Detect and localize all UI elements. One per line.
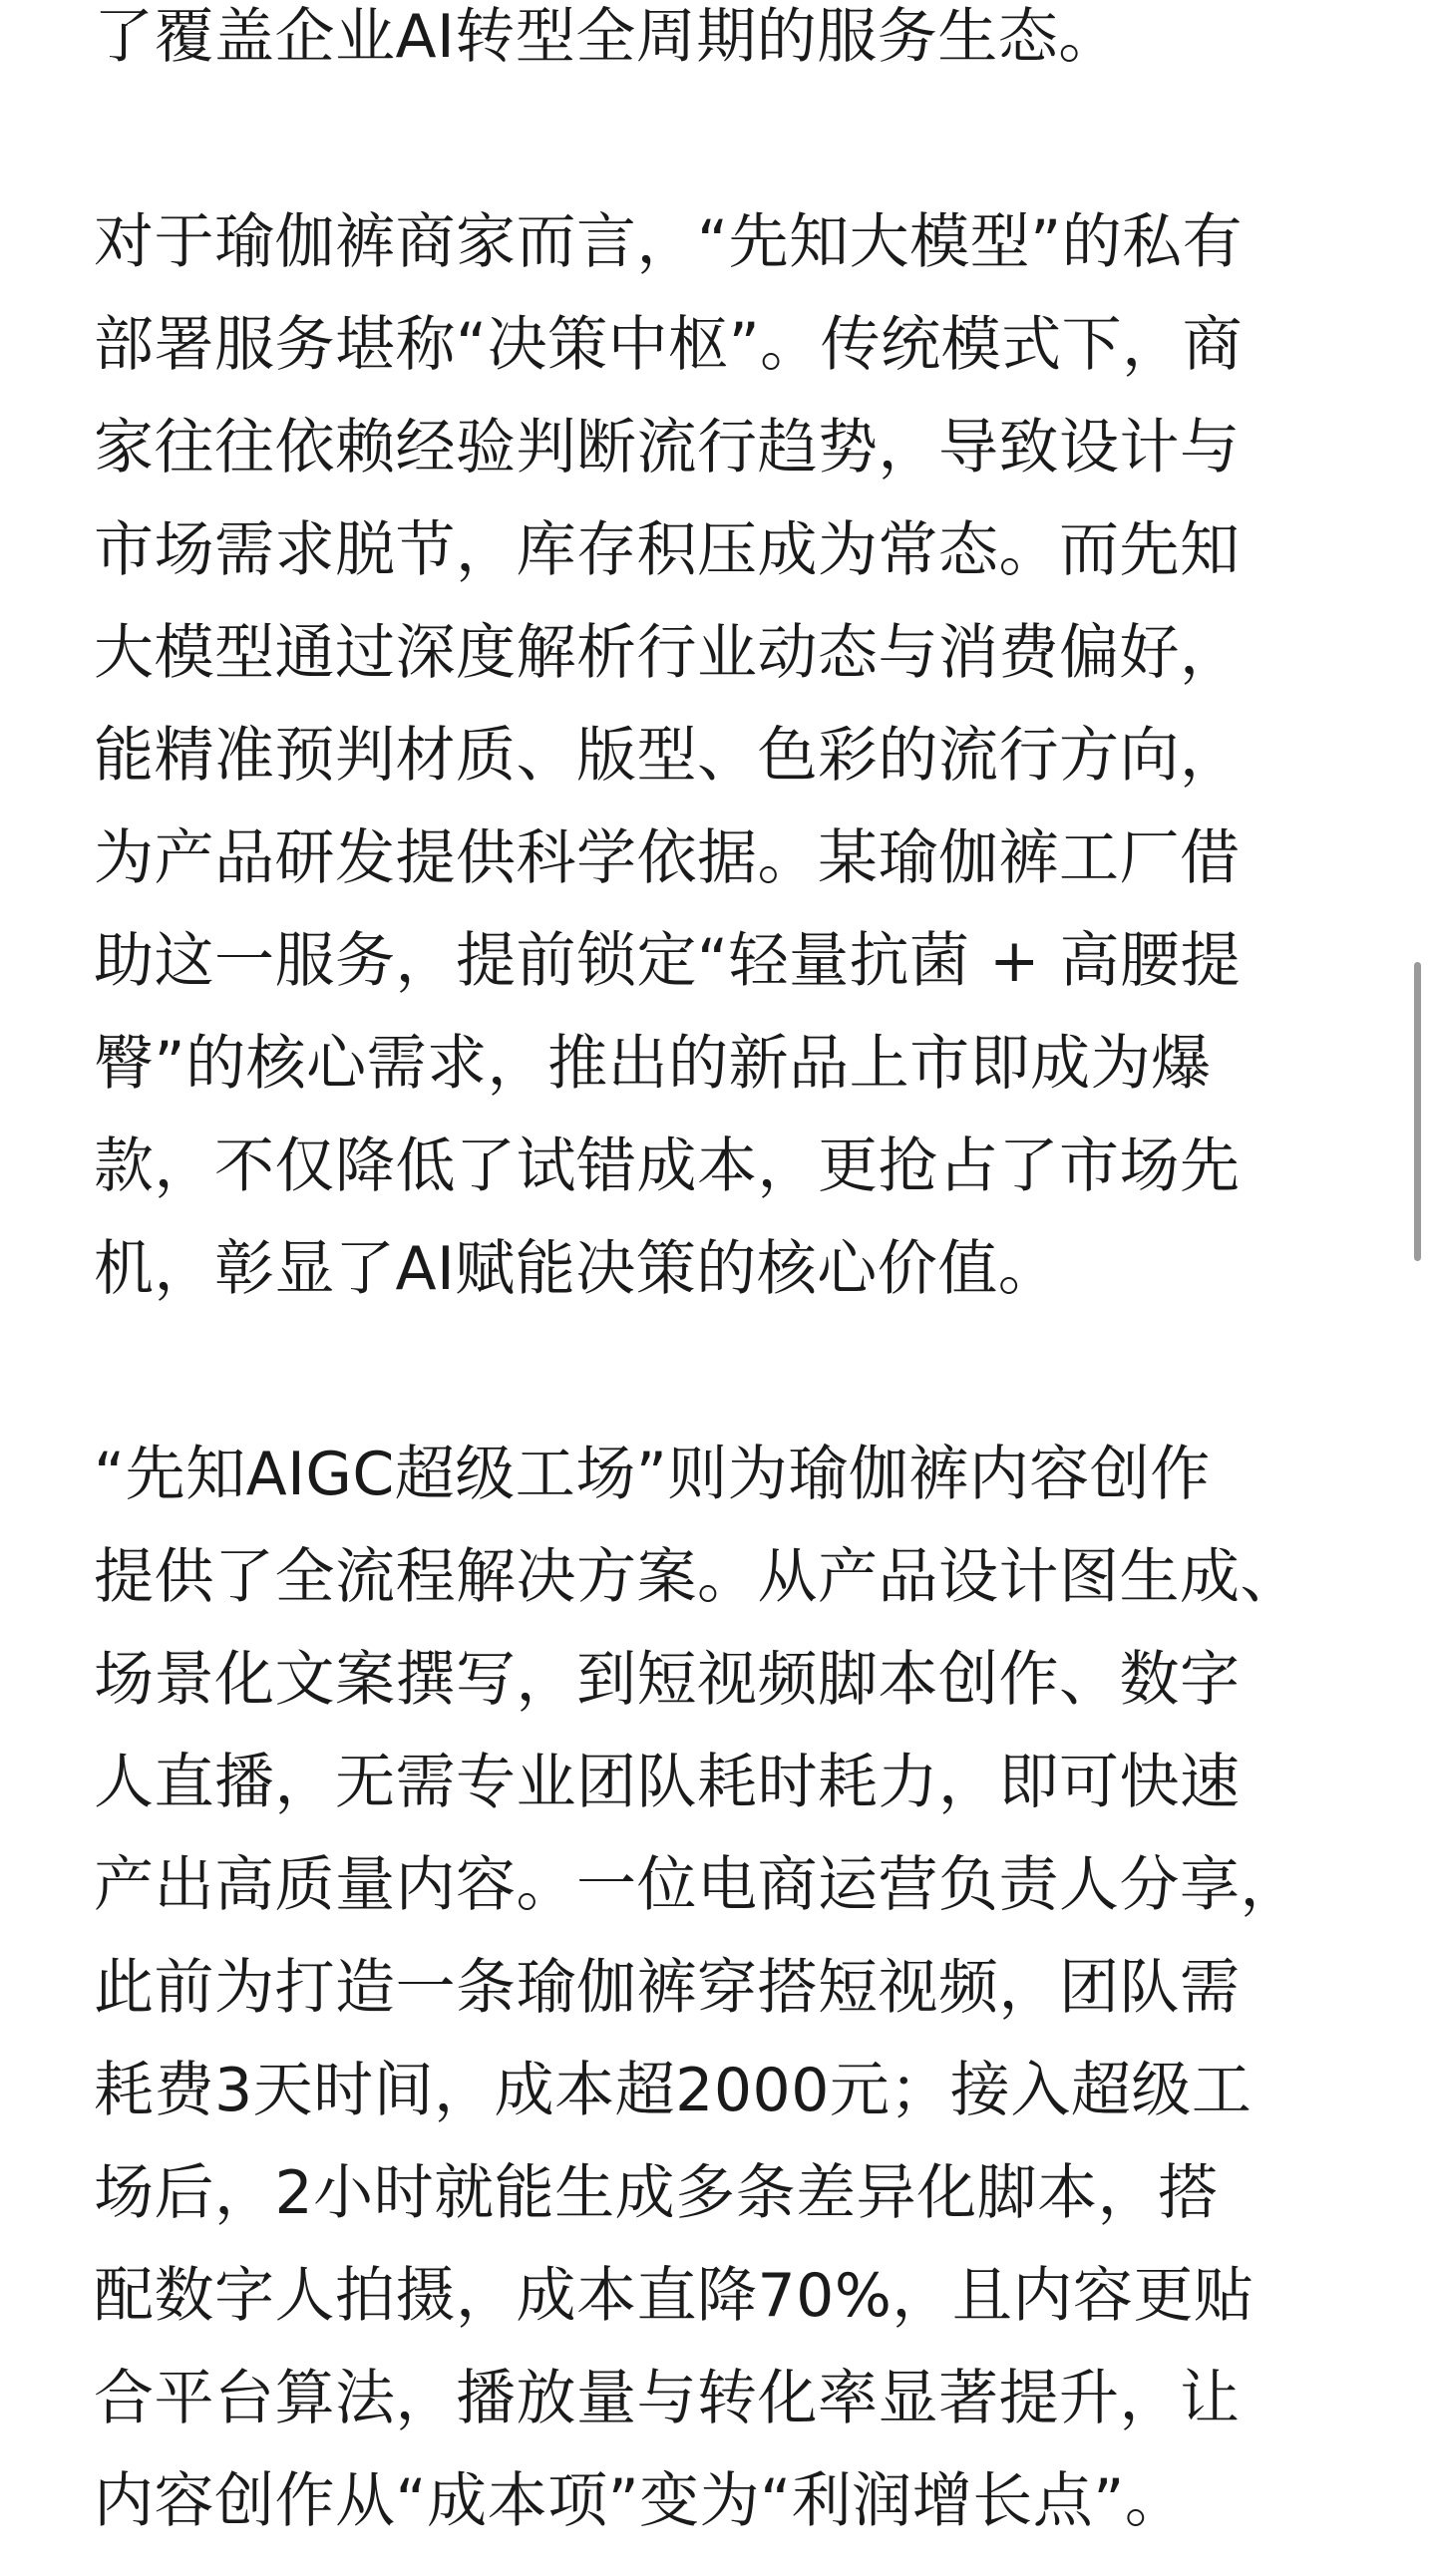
text-line: 臀”的核心需求，推出的新品上市即成为爆 xyxy=(94,1029,1212,1099)
paragraph-spacer xyxy=(94,1321,1340,1424)
text-line: 市场需求脱节，库存积压成为常态。而先知 xyxy=(94,515,1241,585)
text-line: “先知AIGC超级工场”则为瑜伽裤内容创作 xyxy=(94,1440,1211,1509)
paragraph-spacer xyxy=(94,89,1340,191)
text-line: 合平台算法，播放量与转化率显著提升，让 xyxy=(94,2364,1241,2433)
text-line: 人直播，无需专业团队耗时耗力，即可快速 xyxy=(94,1748,1241,1817)
paragraph-2 xyxy=(94,191,1340,1321)
text-line: 大模型通过深度解析行业动态与消费偏好， xyxy=(94,618,1241,688)
text-line: 场景化文案撰写，到短视频脚本创作、数字 xyxy=(94,1645,1241,1715)
text-line: 配数字人拍摄，成本直降70%，且内容更贴 xyxy=(94,2261,1254,2331)
text-line: 内容创作从“成本项”变为“利润增长点”。 xyxy=(94,2466,1186,2536)
text-line: 家往往依赖经验判断流行趋势，导致设计与 xyxy=(94,413,1241,483)
text-line: 场后，2小时就能生成多条差异化脚本，搭 xyxy=(94,2158,1219,2228)
text-line: 机，彰显了AI赋能决策的核心价值。 xyxy=(94,1234,1059,1304)
text-line: 产出高质量内容。一位电商运营负责人分享， xyxy=(94,1850,1300,1920)
text-line: 能精准预判材质、版型、色彩的流行方向， xyxy=(94,721,1241,791)
text-line: 此前为打造一条瑜伽裤穿搭短视频，团队需 xyxy=(94,1953,1241,2023)
text-line: 款，不仅降低了试错成本，更抢占了市场先 xyxy=(94,1131,1241,1201)
paragraph-1 xyxy=(94,0,1340,89)
vertical-scrollbar[interactable] xyxy=(1414,962,1421,1261)
text-line: 提供了全流程解决方案。从产品设计图生成、 xyxy=(94,1542,1300,1612)
text-line: 助这一服务，提前锁定“轻量抗菌 + 高腰提 xyxy=(94,926,1242,996)
paragraph-3 xyxy=(94,1424,1340,2553)
text-line: 耗费3天时间，成本超2000元；接入超级工 xyxy=(94,2056,1253,2125)
text-line: 了覆盖企业AI转型全周期的服务生态。 xyxy=(94,2,1119,72)
article-body xyxy=(94,0,1340,2553)
text-line: 部署服务堪称“决策中枢”。传统模式下，商 xyxy=(94,310,1244,380)
text-line: 对于瑜伽裤商家而言，“先知大模型”的私有 xyxy=(94,207,1244,277)
text-line: 为产品研发提供科学依据。某瑜伽裤工厂借 xyxy=(94,823,1241,893)
